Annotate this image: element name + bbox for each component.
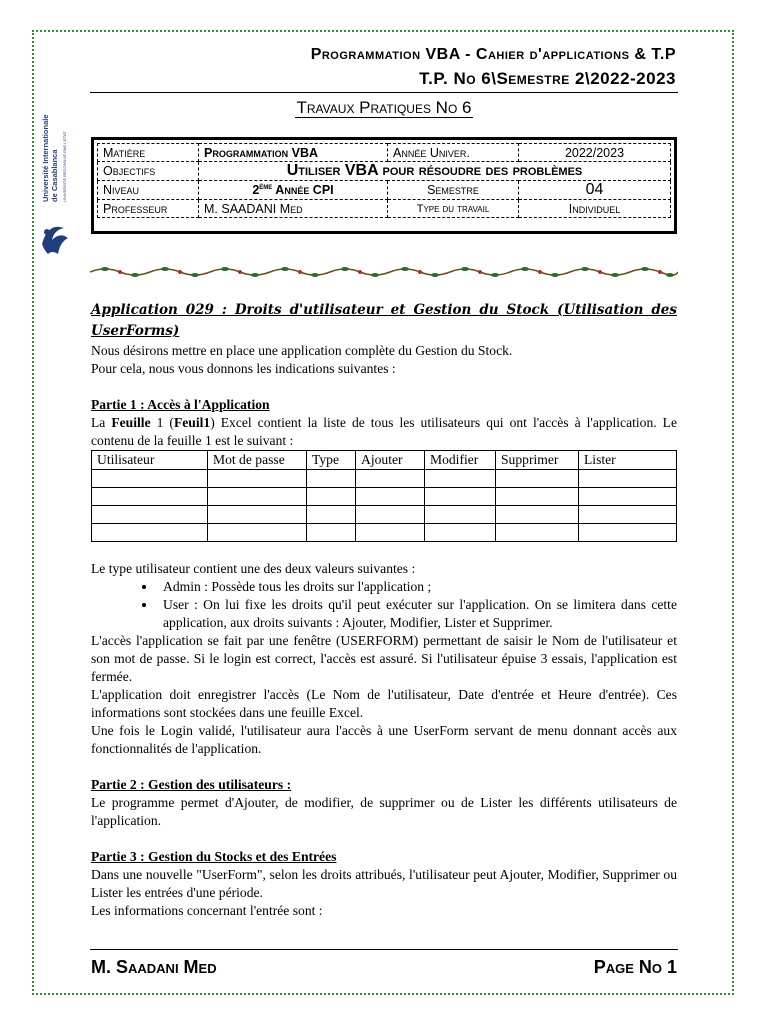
logo-university-name: Université Internationale bbox=[41, 114, 50, 202]
type-value: Individuel bbox=[519, 200, 671, 218]
col-lister: Lister bbox=[579, 451, 677, 470]
course-info-table bbox=[97, 143, 671, 218]
page-title bbox=[0, 98, 768, 118]
matiere-value: Programmation VBA bbox=[199, 144, 388, 162]
col-mot-de-passe: Mot de passe bbox=[208, 451, 307, 470]
part1-title: Partie 1 : Accès à l'Application bbox=[91, 397, 270, 412]
university-logo bbox=[34, 104, 78, 264]
application-title: Application 029 : Droits d'utilisateur et Gestion du Stock (Utilisation des UserForms) bbox=[91, 302, 677, 339]
logging-paragraph: L'application doit enregistrer l'accès (Le Nom de l'utilisateur, Date d'entrée et Heure d'entrée). Ces informations sont stockées dans une feuille Excel. bbox=[91, 687, 677, 720]
part3-paragraph-2: Les informations concernant l'entrée sont : bbox=[91, 903, 323, 918]
decorative-vine-divider bbox=[90, 262, 678, 282]
table-row bbox=[92, 524, 677, 542]
niveau-value: 2ème Année CPI bbox=[199, 181, 388, 200]
access-paragraph: L'accès l'application se fait par une fenêtre (USERFORM) permettant de saisir le Nom de l'utilisateur et son mot de passe. Si le login est correct, l'accès est assuré. Si l'utilisateur épuise 3 essais, l'application est fermée. bbox=[91, 633, 677, 684]
col-utilisateur: Utilisateur bbox=[92, 451, 208, 470]
list-item: • Admin : Possède tous les droits sur l'application ; bbox=[157, 578, 677, 596]
header-line-1: Programmation VBA - Cahier d'applications & T.P bbox=[310, 46, 676, 63]
table-row bbox=[92, 506, 677, 524]
objectifs-value: Utiliser VBA pour résoudre des problèmes bbox=[199, 162, 671, 181]
logo-university-city: de Casablanca bbox=[50, 149, 59, 202]
col-ajouter: Ajouter bbox=[356, 451, 425, 470]
intro-line-2: Pour cela, nous vous donnons les indications suivantes : bbox=[91, 361, 396, 376]
niveau-label: Niveau bbox=[98, 181, 199, 200]
logo-tagline: UNIVERSITÉ RECONNUE PAR L'ÉTAT bbox=[62, 131, 67, 202]
footer-page-number: Page No 1 bbox=[593, 957, 677, 977]
type-intro: Le type utilisateur contient une des deux valeurs suivantes : bbox=[91, 561, 416, 576]
footer-author: M. Saadani Med bbox=[91, 957, 217, 977]
course-info-box bbox=[91, 137, 677, 234]
professeur-value: M. SAADANI Med bbox=[199, 200, 388, 218]
part2-paragraph: Le programme permet d'Ajouter, de modifier, de supprimer ou de Lister les différents utilisateurs de l'application. bbox=[91, 795, 677, 828]
objectifs-label: Objectifs bbox=[98, 162, 199, 181]
table-header-row bbox=[92, 451, 677, 470]
page-title-text: Travaux Pratiques No 6 bbox=[296, 98, 472, 117]
col-type: Type bbox=[307, 451, 356, 470]
type-label: Type du travail bbox=[388, 200, 519, 218]
header-rule bbox=[90, 92, 678, 93]
table-row bbox=[92, 488, 677, 506]
semestre-value: 04 bbox=[519, 181, 671, 200]
menu-paragraph: Une fois le Login validé, l'utilisateur aura l'accès à une UserForm servant de menu donnant accès aux fonctionnalités de l'application. bbox=[91, 723, 677, 756]
part1-paragraph: La Feuille 1 (Feuil1) Excel contient la liste de tous les utilisateurs qui ont l'accès à l'application. Le contenu de la feuille 1 est le suivant : bbox=[91, 415, 677, 448]
semestre-label: Semestre bbox=[388, 181, 519, 200]
user-types-list bbox=[91, 578, 677, 632]
header-line-2: T.P. No 6\Semestre 2\2022-2023 bbox=[419, 69, 676, 88]
professeur-label: Professeur bbox=[98, 200, 199, 218]
footer-rule bbox=[90, 949, 678, 950]
col-supprimer: Supprimer bbox=[496, 451, 579, 470]
intro-line-1: Nous désirons mettre en place une application complète du Gestion du Stock. bbox=[91, 343, 513, 358]
part3-title: Partie 3 : Gestion du Stocks et des Entrées bbox=[91, 849, 337, 864]
table-row bbox=[92, 470, 677, 488]
matiere-label: Matière bbox=[98, 144, 199, 162]
col-modifier: Modifier bbox=[425, 451, 496, 470]
main-content bbox=[91, 300, 677, 920]
part2-title: Partie 2 : Gestion des utilisateurs : bbox=[91, 777, 292, 792]
list-item: • User : On lui fixe les droits qu'il peut exécuter sur l'application. On se limitera dans cette application, aux droits suivants : Ajouter, Modifier, Lister et Supprimer. bbox=[157, 596, 677, 632]
annee-label: Année Univer. bbox=[388, 144, 519, 162]
part3-paragraph-1: Dans une nouvelle "UserForm", selon les droits attribués, l'utilisateur peut Ajouter, Modifier, Supprimer ou Lister les entrées d'une période. bbox=[91, 867, 677, 900]
users-sheet-table bbox=[91, 450, 677, 542]
annee-value: 2022/2023 bbox=[519, 144, 671, 162]
